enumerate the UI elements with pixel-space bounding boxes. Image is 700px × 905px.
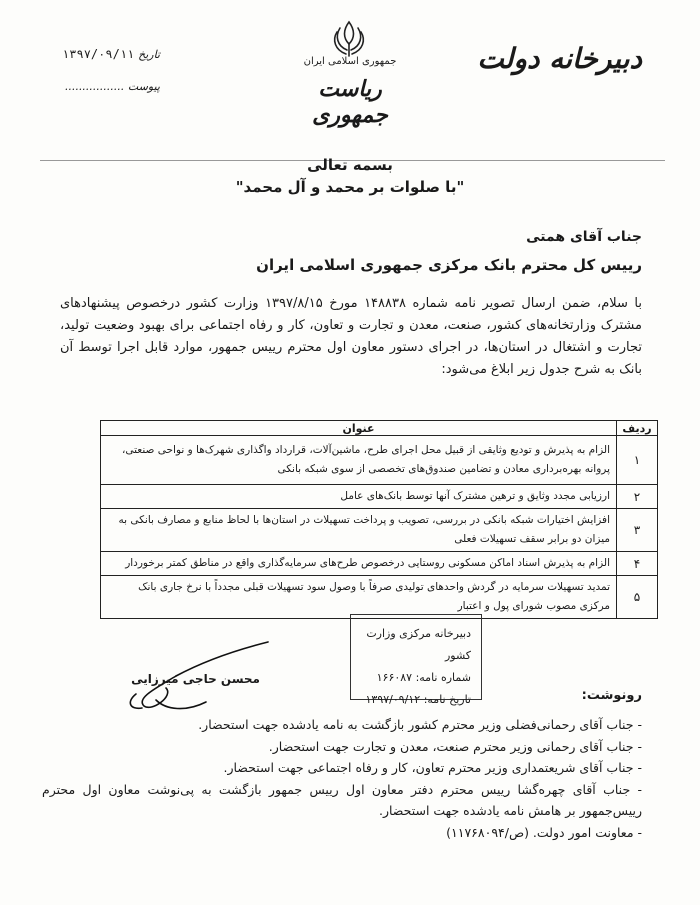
stamp-date-label: تاریخ نامه:	[423, 693, 471, 706]
salavat: "با صلوات بر محمد و آل محمد"	[235, 178, 465, 196]
row-number: ۱	[617, 436, 658, 485]
row-number: ۴	[617, 552, 658, 576]
row-text: تمدید تسهیلات سرمایه در گردش واحدهای تولیدی صرفاً با وصول سود تسهیلات قبلی مجدداً با نرخ جاری بانک مرکزی مصوب شورای پول و اعتبار	[101, 576, 617, 619]
date-field	[40, 47, 160, 61]
stamp-date	[361, 689, 471, 711]
recipient-role: رییس کل محترم بانک مرکزی جمهوری اسلامی ایران	[256, 256, 642, 274]
row-text: ارزیابی مجدد وثایق و ترهین مشترک آنها توسط بانک‌های عامل	[101, 485, 617, 509]
cc-item: - معاونت امور دولت. (ص/۱۱۷۶۸۰۹۴)	[446, 824, 642, 840]
stamp-number-value: ۱۶۶۰۸۷	[376, 671, 413, 684]
jomhuri-label: جمهوری اسلامی ایران	[303, 56, 397, 67]
items-table	[100, 420, 658, 619]
stamp-date-value: ۱۳۹۷/۰۹/۱۲	[365, 693, 421, 706]
stamp-org: دبیرخانه مرکزی وزارت کشور	[366, 627, 471, 662]
riasat-jomhuri-title: ریاست جمهوری	[312, 76, 388, 128]
column-header-title: عنوان	[101, 421, 617, 436]
column-header-number: ردیف	[617, 421, 658, 436]
cc-list	[42, 714, 642, 843]
cc-item: - جناب آقای رحمانی وزیر محترم صنعت، معدن و تجارت جهت استحضار.	[268, 738, 642, 754]
date-label: تاریخ	[138, 48, 160, 61]
row-text: الزام به پذیرش و تودیع وثایقی از قبیل محل اجرای طرح، ماشین‌آلات، قرارداد واگذاری شهرک‌ها و نواحی صنعتی، پروانه بهره‌برداری معادن و تضامین صندوق‌های تخصصی از سوی شبکه بانکی	[101, 436, 617, 485]
table-header-row	[101, 421, 658, 436]
table-row	[101, 485, 658, 509]
row-text: افزایش اختیارات شبکه بانکی در بررسی، تصویب و پرداخت تسهیلات در استان‌ها با لحاظ منابع و مصارف بانکی به میزان دو برابر سقف تسهیلات فعلی	[101, 509, 617, 552]
date-value: ۱۳۹۷/۰۹/۱۱	[62, 47, 135, 61]
bismillah: بسمه تعالی	[307, 156, 393, 174]
recipient-title: جناب آقای همتی	[526, 229, 642, 245]
registry-stamp	[350, 614, 482, 706]
table-row	[101, 509, 658, 552]
row-number: ۵	[617, 576, 658, 619]
row-number: ۲	[617, 485, 658, 509]
cc-label: رونوشت:	[581, 688, 642, 703]
row-text: الزام به پذیرش اسناد اماکن مسکونی روستایی درخصوص طرح‌های سرمایه‌گذاری واقع در مناطق کمتر برخوردار	[101, 552, 617, 576]
cc-item: - جناب آقای چهره‌گشا رییس محترم دفتر معاون اول رییس جمهور بازگشت به پی‌نوشت معاون اول محترم رییس‌جمهور بر هامش نامه یادشده جهت استحضار.	[42, 781, 642, 818]
cc-item: - جناب آقای شریعتمداری وزیر محترم تعاون، کار و رفاه اجتماعی جهت استحضار.	[223, 760, 642, 775]
cc-item: - جناب آقای رحمانی‌فضلی وزیر محترم کشور بازگشت به نامه یادشده جهت استحضار.	[198, 717, 642, 732]
table-row	[101, 436, 658, 485]
stamp-number-label: شماره نامه:	[415, 671, 471, 684]
letter-body: با سلام، ضمن ارسال تصویر نامه شماره ۱۴۸۸۳۸ مورخ ۱۳۹۷/۸/۱۵ وزارت کشور درخصوص پیشنهادهای مشترک وزارتخانه‌های کشور، صنعت، معدن و تجارت و تعاون، کار و رفاه اجتماعی برای بهبود وضعیت تولید، تجارت و اشتغال در استان‌ها، در اجرای دستور معاون اول محترم رییس جمهور، موارد قابل اجرا توسط آن بانک به شرح جدول زیر ابلاغ می‌شود:	[60, 296, 642, 377]
dabirkhaneh-dolat-logo: دبیرخانه دولت	[477, 42, 642, 75]
table-row	[101, 576, 658, 619]
signer-name: محسن حاجی میرزایی	[131, 672, 260, 686]
table-row	[101, 552, 658, 576]
row-number: ۳	[617, 509, 658, 552]
stamp-number	[361, 667, 471, 689]
attachment-field: پیوست .................	[64, 80, 160, 93]
attachment-label: پیوست	[127, 80, 160, 93]
